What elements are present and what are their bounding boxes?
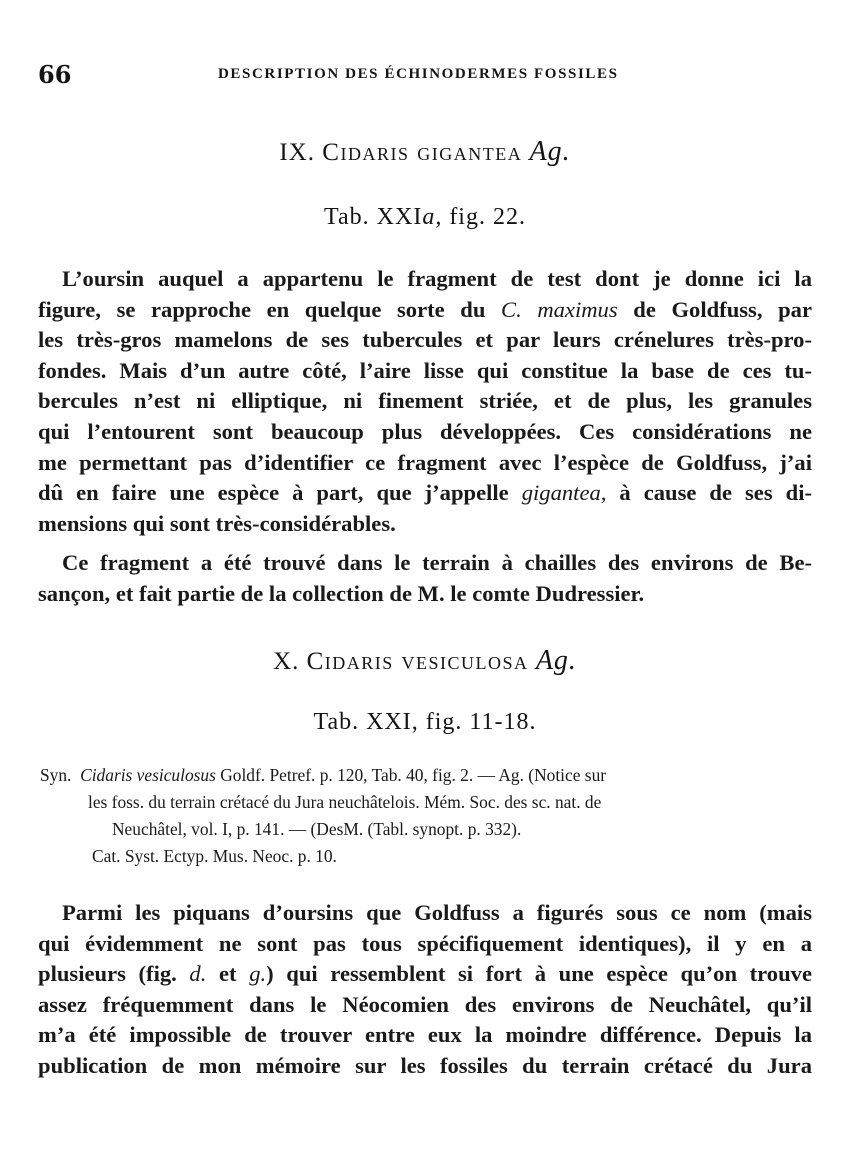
- synonymy-line: Cat. Syst. Ectyp. Mus. Neoc. p. 10.: [92, 846, 337, 866]
- text-line: sançon, et fait partie de la collection de M. le comte Dudressier.: [38, 580, 645, 606]
- species-author: Ag.: [535, 645, 577, 676]
- text-line: fondes. Mais d’un autre côté, l’aire lisse qui constitue la base de ces tu-: [38, 357, 812, 383]
- text-line: publication de mon mémoire sur les fossiles du terrain crétacé du Jura: [38, 1052, 812, 1078]
- text-line: L’oursin auquel a appartenu le fragment de test dont je donne ici la: [62, 266, 812, 291]
- text-line: qui évidemment ne sont pas tous spécifiquement identiques), il y en a: [38, 930, 812, 956]
- species-name: Cidaris vesiculosa: [306, 648, 529, 675]
- text-line: qui l’entourent sont beaucoup plus développées. Ces considérations ne: [38, 418, 812, 444]
- species-name: Cidaris gigantea: [322, 139, 523, 166]
- paragraph-x-description: [38, 898, 812, 1082]
- species-author: Ag.: [529, 136, 571, 167]
- synonymy-block: [40, 762, 812, 870]
- text-line: Ce fragment a été trouvé dans le terrain à chailles des environs de Be-: [62, 550, 812, 575]
- section-title-x: [0, 645, 850, 677]
- plate-reference-ix: Tab. XXIa, fig. 22.: [324, 204, 526, 230]
- text-line: me permettant pas d’identifier ce fragment avec l’espèce de Goldfuss, j’ai: [38, 449, 812, 475]
- section-title-ix: [0, 136, 850, 168]
- page-header: [38, 60, 810, 90]
- section-numeral: IX.: [279, 139, 316, 166]
- section-numeral: X.: [273, 648, 300, 675]
- text-line: Parmi les piquans d’oursins que Goldfuss a figurés sous ce nom (mais: [62, 900, 812, 925]
- synonymy-line: les foss. du terrain crétacé du Jura neuchâtelois. Mém. Soc. des sc. nat. de: [88, 792, 602, 812]
- text-line: figure, se rapproche en quelque sorte du C. maximus de Goldfuss, par: [38, 296, 812, 322]
- page-number: 66: [38, 60, 72, 89]
- text-line: mensions qui sont très-considérables.: [38, 510, 396, 536]
- synonymy-line: Neuchâtel, vol. I, p. 141. — (DesM. (Tabl. synopt. p. 332).: [112, 819, 522, 839]
- text-line: bercules n’est ni elliptique, ni finement striée, et de plus, les granules: [38, 388, 812, 414]
- running-title: DESCRIPTION DES ÉCHINODERMES FOSSILES: [218, 66, 619, 82]
- text-line: assez fréquemment dans le Néocomien des environs de Neuchâtel, qu’il: [38, 991, 812, 1017]
- paragraph-ix-provenance: [38, 548, 812, 609]
- text-line: dû en faire une espèce à part, que j’appelle gigantea, à cause de ses di-: [38, 480, 812, 506]
- text-line: plusieurs (fig. d. et g.) qui ressemblent si fort à une espèce qu’on trouve: [38, 961, 812, 987]
- synonymy-line: Syn. Cidaris vesiculosus Goldf. Petref. p. 120, Tab. 40, fig. 2. — Ag. (Notice sur: [40, 765, 607, 785]
- plate-reference-x: Tab. XXI, fig. 11-18.: [313, 709, 537, 735]
- paragraph-ix-description: [38, 264, 812, 539]
- text-line: les très-gros mamelons de ses tubercules et par leurs crénelures très-pro-: [38, 327, 812, 353]
- text-line: m’a été impossible de trouver entre eux la moindre différence. Depuis la: [38, 1022, 812, 1048]
